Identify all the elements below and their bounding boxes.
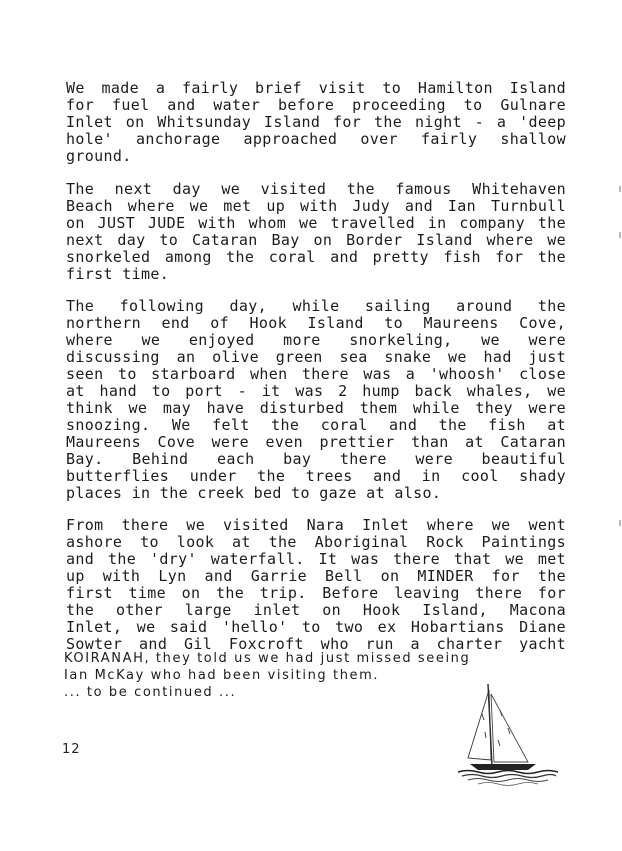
- body-line: seen to starboard when there was a 'whoosh' close: [66, 365, 566, 383]
- body-line: Inlet, we said 'hello' to two ex Hobartians Diane: [66, 618, 566, 636]
- body-line: next day to Cataran Bay on Border Island where we: [66, 231, 566, 249]
- body-line: From there we visited Nara Inlet where we went: [66, 516, 566, 534]
- body-line: The next day we visited the famous Whitehaven: [66, 180, 566, 198]
- body-line: ashore to look at the Aboriginal Rock Paintings: [66, 533, 566, 551]
- body-line: think we may have disturbed them while they were: [66, 399, 566, 417]
- scan-speck: [619, 232, 621, 238]
- body-line: up with Lyn and Garrie Bell on MINDER for the: [66, 567, 566, 585]
- scan-speck: [619, 520, 621, 526]
- continued-note: ... to be continued ...: [64, 685, 237, 700]
- body-line: Bay. Behind each bay there were beautiful: [66, 450, 566, 468]
- body-line: Maureens Cove were even prettier than at Cataran: [66, 433, 566, 451]
- scan-speck: [619, 186, 621, 192]
- body-line: where we enjoyed more snorkeling, we were: [66, 331, 566, 349]
- sailboat-icon: [458, 680, 558, 792]
- body-line: Inlet on Whitsunday Island for the night - a 'deep: [66, 113, 566, 131]
- body-line: discussing an olive green sea snake we had just: [66, 348, 566, 366]
- small-line: KOIRANAH, they told us we had just missed seeing: [64, 651, 471, 666]
- body-line: The following day, while sailing around the: [66, 297, 566, 315]
- body-line: northern end of Hook Island to Maureens Cove,: [66, 314, 566, 332]
- body-line: Beach where we met up with Judy and Ian Turnbull: [66, 197, 566, 215]
- body-line: We made a fairly brief visit to Hamilton Island: [66, 79, 566, 97]
- body-line: snorkeled among the coral and pretty fish for the: [66, 248, 566, 266]
- body-line: butterflies under the trees and in cool shady: [66, 467, 566, 485]
- body-line: ground.: [66, 147, 132, 165]
- body-line: and the 'dry' waterfall. It was there that we met: [66, 550, 566, 568]
- body-line: hole' anchorage approached over fairly shallow: [66, 130, 566, 148]
- body-line: the other large inlet on Hook Island, Macona: [66, 601, 566, 619]
- page-number: 12: [62, 742, 81, 757]
- body-line: first time on the trip. Before leaving there for: [66, 584, 566, 602]
- body-line: places in the creek bed to gaze at also.: [66, 484, 442, 502]
- small-line: Ian McKay who had been visiting them.: [64, 668, 380, 683]
- body-line: at hand to port - it was 2 hump back whales, we: [66, 382, 566, 400]
- body-line: Sowter and Gil Foxcroft who run a charter yacht: [66, 635, 566, 653]
- body-line: snoozing. We felt the coral and the fish at: [66, 416, 566, 434]
- body-line: for fuel and water before proceeding to Gulnare: [66, 96, 566, 114]
- body-line: first time.: [66, 265, 170, 283]
- body-line: on JUST JUDE with whom we travelled in company the: [66, 214, 566, 232]
